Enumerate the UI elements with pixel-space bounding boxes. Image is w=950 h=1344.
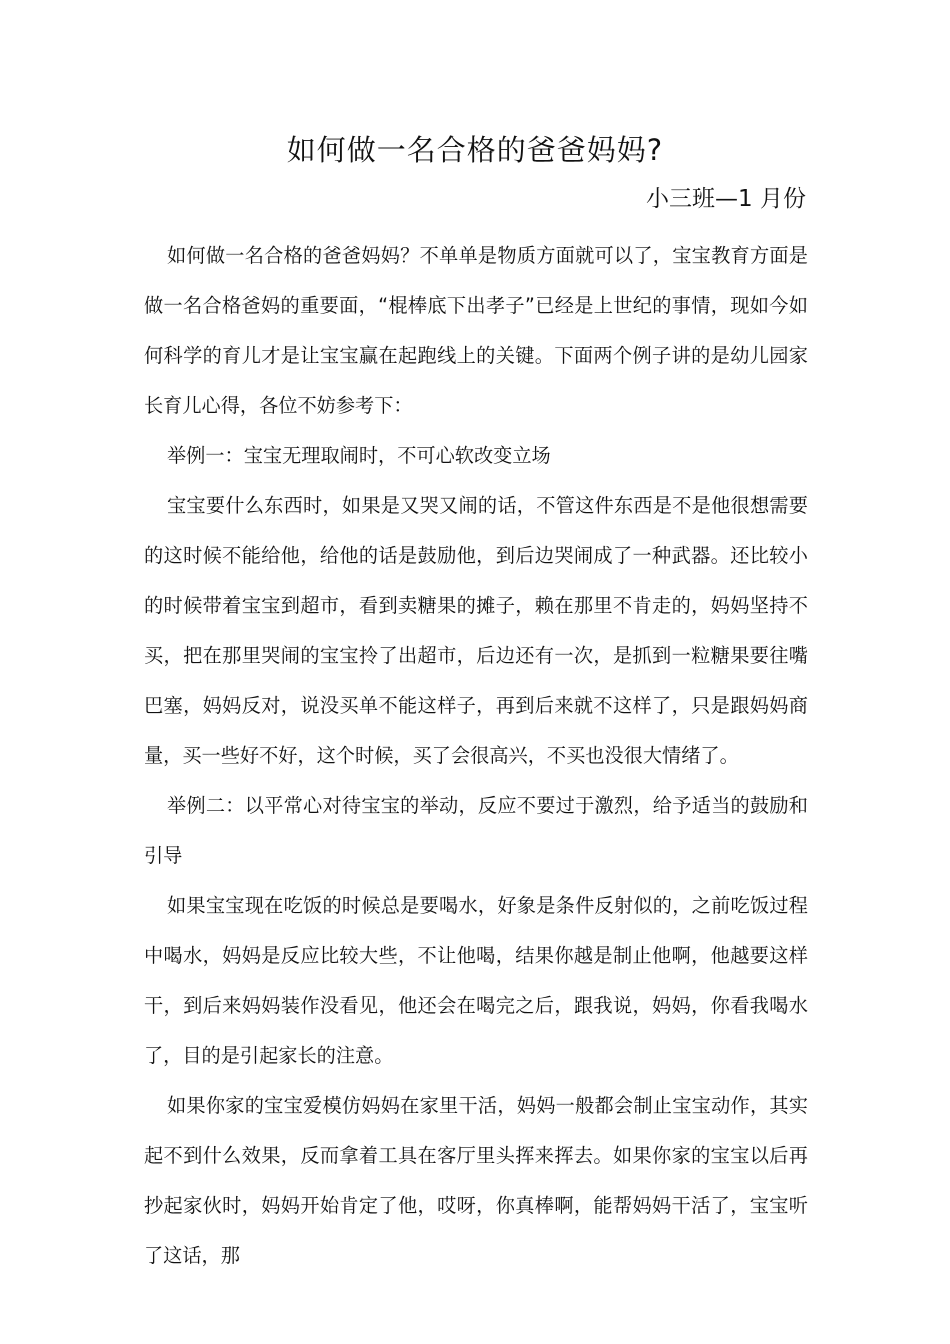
document-title: 如何做一名合格的爸爸妈妈? [286,133,664,167]
paragraph-example-two-body-1: 如果宝宝现在吃饭的时候总是要喝水，好象是条件反射似的，之前吃饭过程中喝水，妈妈是反应比较大些，不让他喝，结果你越是制止他啊，他越要这样干，到后来妈妈装作没看见，他还会在喝完之后，跟我说，妈妈，你看我喝水了，目的是引起家长的注意。 [144,894,808,1067]
document-subtitle: 小三班—1 月份 [646,186,806,212]
paragraph-example-one-heading: 举例一：宝宝无理取闹时，不可心软改变立场 [167,444,551,467]
paragraph-example-two-body-2: 如果你家的宝宝爱模仿妈妈在家里干活，妈妈一般都会制止宝宝动作，其实起不到什么效果，反而拿着工具在客厅里头挥来挥去。如果你家的宝宝以后再抄起家伙时，妈妈开始肯定了他，哎呀，你真棒啊，能帮妈妈干活了，宝宝听了这话，那 [144,1094,808,1267]
paragraph-intro: 如何做一名合格的爸爸妈妈？不单单是物质方面就可以了，宝宝教育方面是做一名合格爸妈的重要面，“棍棒底下出孝子”已经是上世纪的事情，现如今如何科学的育儿才是让宝宝赢在起跑线上的关键。下面两个例子讲的是幼儿园家长育儿心得，各位不妨参考下： [144,244,808,417]
paragraph-example-two-heading: 举例二：以平常心对待宝宝的举动，反应不要过于激烈，给予适当的鼓励和引导 [144,794,808,867]
document-body [144,231,808,1281]
paragraph-example-one-body: 宝宝要什么东西时，如果是又哭又闹的话，不管这件东西是不是他很想需要的这时候不能给他，给他的话是鼓励他，到后边哭闹成了一种武器。还比较小的时候带着宝宝到超市，看到卖糖果的摊子，赖在那里不肯走的，妈妈坚持不买，把在那里哭闹的宝宝拎了出超市，后边还有一次，是抓到一粒糖果要往嘴巴塞，妈妈反对，说没买单不能这样子，再到后来就不这样了，只是跟妈妈商量，买一些好不好，这个时候，买了会很高兴，不买也没很大情绪了。 [144,494,808,767]
